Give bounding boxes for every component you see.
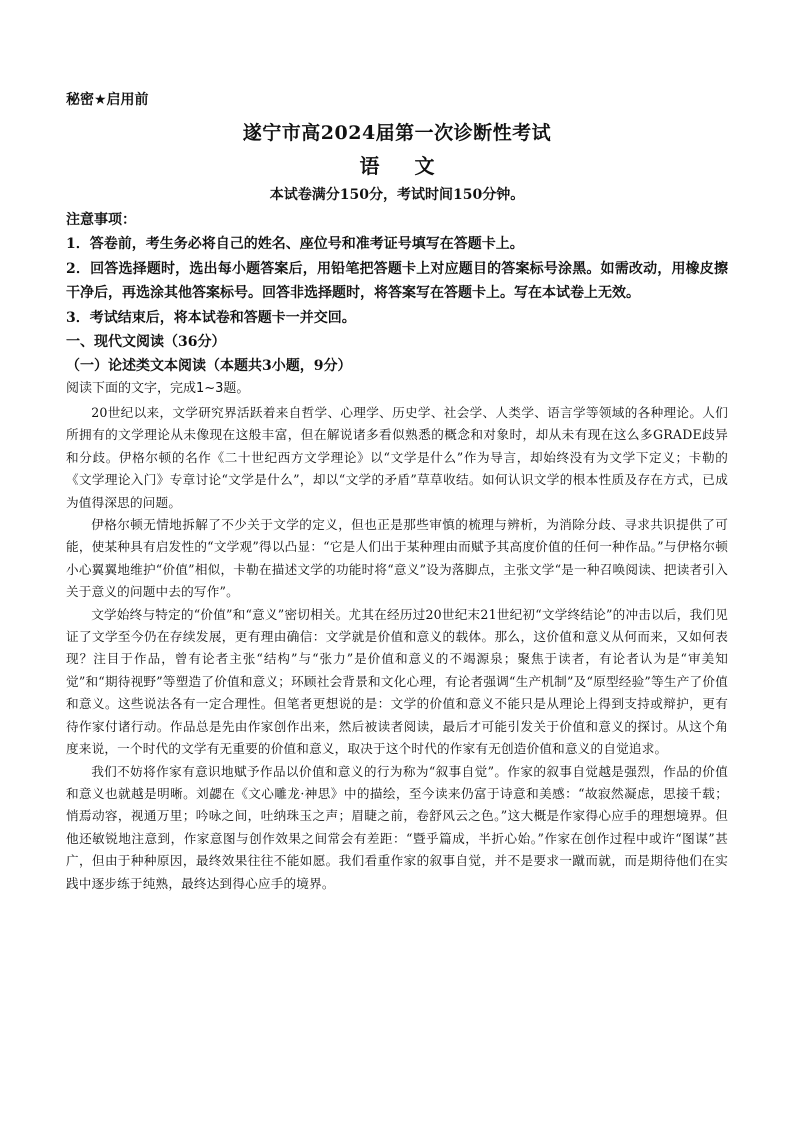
score-line: 本试卷满分150分，考试时间150分钟。 bbox=[269, 187, 525, 203]
notice-item: 3．考试结束后，将本试卷和答题卡一并交回。 bbox=[66, 309, 356, 326]
subject-title: 语 文 bbox=[359, 154, 449, 178]
notice-item: 2．回答选择题时，选出每小题答案后，用铅笔把答题卡上对应题目的答案标号涂黑。如需改动，用橡皮擦干净后，再选涂其他答案标号。回答非选择题时，将答案写在答题卡上。写在本试卷上无效。 bbox=[66, 260, 728, 301]
section-title: 一、现代文阅读（36分） bbox=[66, 334, 226, 350]
reading-instruction: 阅读下面的文字，完成1~3题。 bbox=[66, 381, 250, 396]
subsection-title: （一）论述类文本阅读（本题共3小题，9分） bbox=[66, 358, 352, 374]
passage-paragraph: 文学始终与特定的“价值”和“意义”密切相关。尤其在经历过20世纪末21世纪初“文学终结论”的冲击以后，我们见证了文学至今仍在存续发展，更有理由确信：文学就是价值和意义的载体。那么，这价值和意义从何而来，又如何表现？注目于作品，曾有论者主张“结构”与“张力”是价值和意义的不竭源泉；聚焦于读者，有论者认为是“审美知觉”和“期待视野”等塑造了价值和意义；环顾社会背景和文化心理，有论者强调“生产机制”及“原型经验”等生产了价值和意义。这些说法各有一定合理性。但笔者更想说的是：文学的价值和意义不能只是从理论上得到支持或辩护，更有待作家付诸行动。作品总是先由作家创作出来，然后被读者阅读，最后才可能引发关于价值和意义的探讨。从这个角度来说，一个时代的文学有无重要的价值和意义，取决于这个时代的作家有无创造价值和意义的自觉追求。 bbox=[66, 606, 728, 757]
passage bbox=[66, 402, 728, 895]
notice-heading: 注意事项： bbox=[66, 212, 136, 228]
exam-title: 遂宁市高2024届第一次诊断性考试 bbox=[242, 122, 552, 144]
passage-paragraph: 20世纪以来，文学研究界活跃着来自哲学、心理学、历史学、社会学、人类学、语言学等领域的各种理论。人们所拥有的文学理论从未像现在这般丰富，但在解说诸多看似熟悉的概念和对象时，却从未有现在这么多GRADE歧异和分歧。伊格尔顿的名作《二十世纪西方文学理论》以“文学是什么”作为导言，却始终没有为文学下定义；卡勒的《文学理论入门》专章讨论“文学是什么”，却以“文学的矛盾”草草收结。如何认识文学的根本性质及存在方式，已成为值得深思的问题。 bbox=[66, 405, 728, 510]
passage-paragraph: 伊格尔顿无情地拆解了不少关于文学的定义，但也正是那些审慎的梳理与辨析，为消除分歧、寻求共识提供了可能，使某种具有启发性的“文学观”得以凸显：“它是人们出于某种理由而赋予其高度价值的任何一种作品。”与伊格尔顿小心翼翼地维护“价值”相似，卡勒在描述文学的功能时将“意义”设为落脚点，主张文学“是一种召唤阅读、把读者引入关于意义的问题中去的写作”。 bbox=[66, 517, 728, 600]
passage-paragraph: 我们不妨将作家有意识地赋予作品以价值和意义的行为称为“叙事自觉”。作家的叙事自觉越是强烈，作品的价值和意义也就越是明晰。刘勰在《文心雕龙·神思》中的描绘，至今读来仍富于诗意和美感：“故寂然凝虑，思接千载；悄焉动容，视通万里；吟咏之间，吐纳珠玉之声；眉睫之前，卷舒风云之色。”这大概是作家得心应手的理想境界。但他还敏锐地注意到，作家意图与创作效果之间常会有差距：“暨乎篇成，半折心始。”作家在创作过程中或许“图谋”甚广，但由于种种原因，最终效果往往不能如愿。我们看重作家的叙事自觉，并不是要求一蹴而就，而是期待他们在实践中逐步练于纯熟，最终达到得心应手的境界。 bbox=[66, 763, 728, 891]
secret-label: 秘密★启用前 bbox=[66, 91, 149, 107]
notice-block bbox=[66, 208, 728, 330]
notice-item: 1．答卷前，考生务必将自己的姓名、座位号和准考证号填写在答题卡上。 bbox=[66, 236, 524, 252]
